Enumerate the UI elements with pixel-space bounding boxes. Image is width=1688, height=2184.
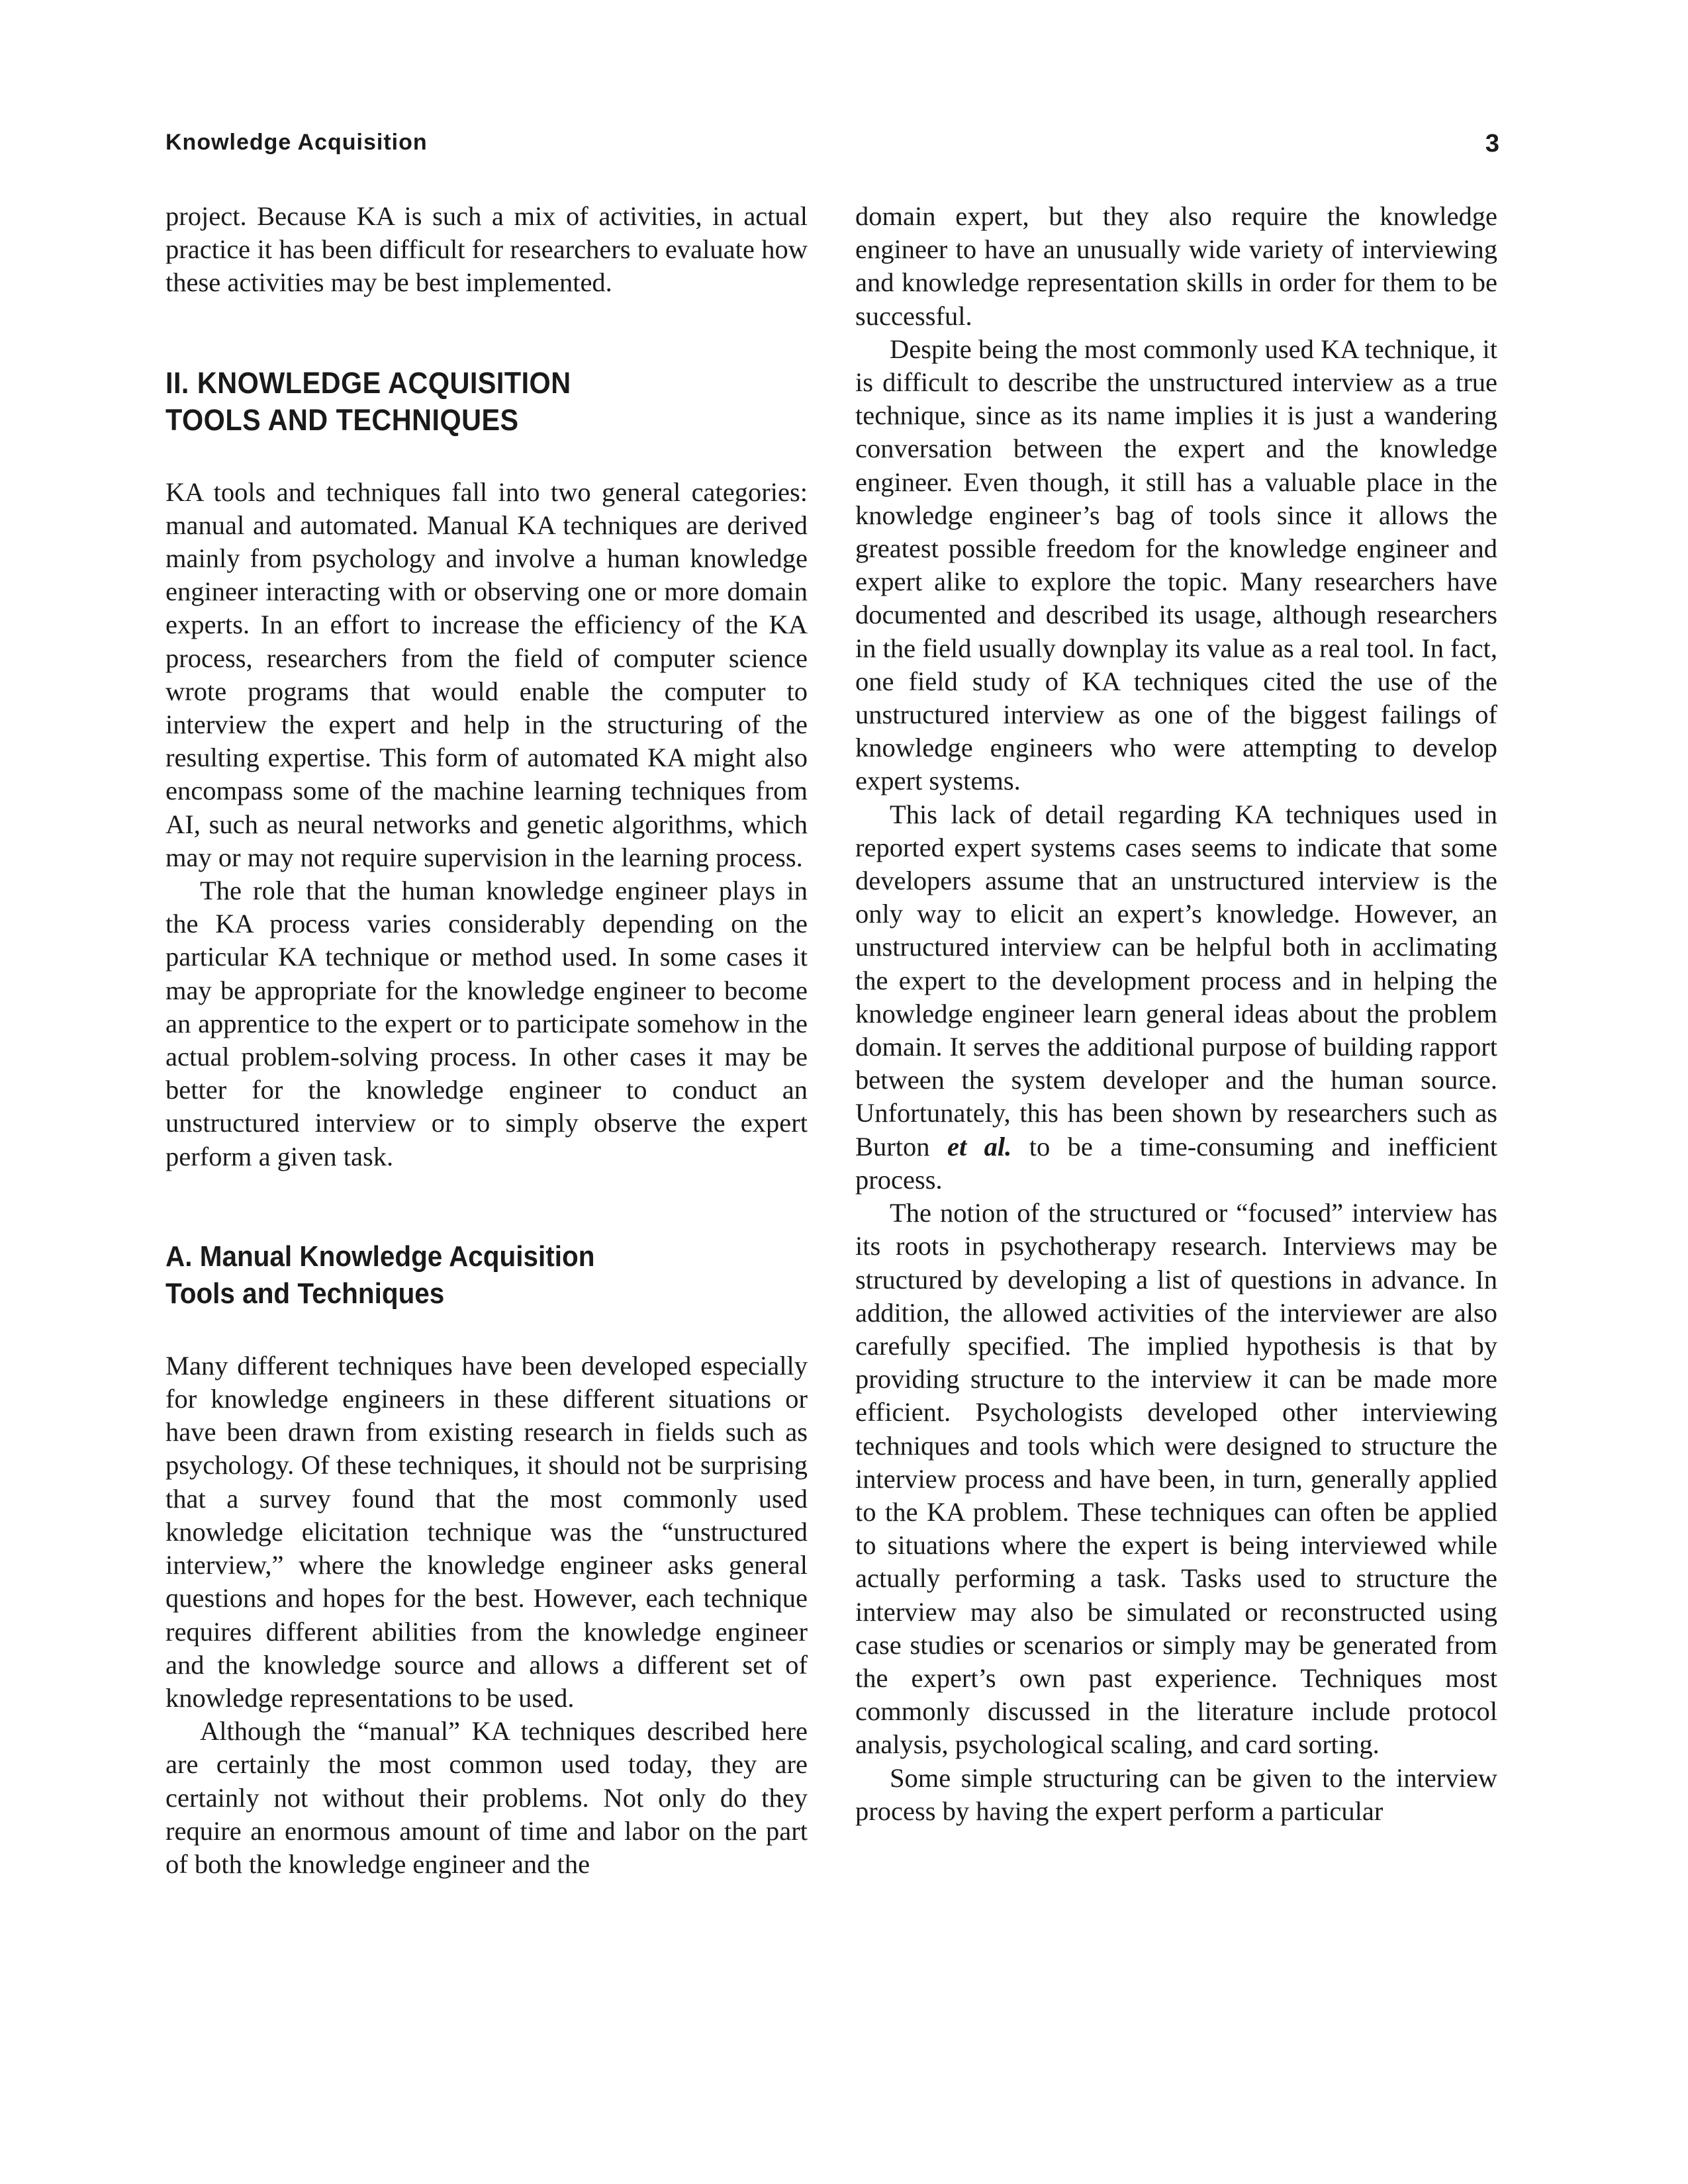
paragraph-continuation: domain expert, but they also require the knowledge engineer to have an unusually wide variety of interviewing and knowledge representation skills in order for them to be successful. [855, 201, 1497, 331]
et-al-citation: et al. [947, 1131, 1012, 1161]
lack-text-after: to be a time-consuming and inefficient process. [855, 1131, 1498, 1195]
paragraph-although: Although the “manual” KA techniques described here are certainly the most common used today, they are certainly not without their problems. Not only do they require an enormous amount of time and labor on the part of both the knowledge engineer and the [165, 1716, 808, 1879]
paragraph-some-simple: Some simple structuring can be given to the interview process by having the expert perform a particular [855, 1762, 1497, 1826]
section-heading-line2: TOOLS AND TECHNIQUES [165, 402, 519, 437]
paragraph-despite: Despite being the most commonly used KA technique, it is difficult to describe the unstructured interview as a true technique, since as its name implies it is just a wandering conversation between the expert and the knowledge engineer. Even though, it still has a valuable place in the knowledge engineer’s bag of tools since it allows the greatest possible freedom for the knowledge engineer and expert alike to explore the topic. Many researchers have documented and described its usage, although researchers in the field usually downplay its value as a real tool. In fact, one field study of KA techniques cited the use of the unstructured interview as one of the biggest failings of knowledge engineers who were attempting to develop expert systems. [855, 334, 1497, 796]
section-heading [165, 365, 756, 439]
page-number: 3 [1485, 130, 1499, 158]
subsection-heading [165, 1238, 756, 1312]
paragraph-lack-of-detail [855, 798, 1497, 1197]
subsection-heading-line2: Tools and Techniques [165, 1277, 445, 1310]
paragraph-many-techniques: Many different techniques have been developed especially for knowledge engineers in these different situations or have been drawn from existing research in fields such as psychology. Of these techniques, it should not be surprising that a survey found that the most commonly used knowledge elicitation technique was the “unstructured interview,” where the knowledge engineer asks general questions and hopes for the best. However, each technique requires different abilities from the knowledge engineer and the knowledge source and allows a different set of knowledge representations to be used. [165, 1350, 808, 1713]
running-head: Knowledge Acquisition [165, 130, 428, 155]
paragraph-notion: The notion of the structured or “focused” interview has its roots in psychotherapy research. Interviews may be structured by developing a list of questions in advance. In addition, the allowed activities of the interviewer are also carefully specified. The implied hypothesis is that by providing structure to the interview it can be made more efficient. Psychologists developed other interviewing techniques and tools which were designed to structure the interview process and have been, in turn, generally applied to the KA problem. These techniques can often be applied to situations where the expert is being interviewed while actually performing a task. Tasks used to structure the interview may also be simulated or reconstructed using case studies or scenarios or simply may be generated from the expert’s own past experience. Techniques most commonly discussed in the literature include protocol analysis, psychological scaling, and card sorting. [855, 1198, 1497, 1760]
right-column [855, 200, 1497, 1828]
paragraph-intro: project. Because KA is such a mix of activities, in actual practice it has been difficult for researchers to evaluate how these activities may be best implemented. [165, 201, 808, 298]
left-column [165, 200, 808, 1881]
subsection-heading-line1: A. Manual Knowledge Acquisition [165, 1240, 595, 1273]
paragraph-tools: KA tools and techniques fall into two general categories: manual and automated. Manual KA techniques are derived mainly from psychology and involve a human knowledge engineer interacting with or observing one or more domain experts. In an effort to increase the efficiency of the KA process, researchers from the field of computer science wrote programs that would enable the computer to interview the expert and help in the structuring of the resulting expertise. This form of automated KA might also encompass some of the machine learning techniques from AI, such as neural networks and genetic algorithms, which may or may not require supervision in the learning process. [165, 477, 808, 872]
section-heading-line1: II. KNOWLEDGE ACQUISITION [165, 365, 571, 400]
lack-text-before: This lack of detail regarding KA techniques used in reported expert systems cases seems to indicate that some developers assume that an unstructured interview is the only way to elicit an expert’s knowledge. However, an unstructured interview can be helpful both in acclimating the expert to the development process and in helping the knowledge engineer learn general ideas about the problem domain. It serves the additional purpose of building rapport between the system developer and the human source. Unfortunately, this has been shown by researchers such as Burton [855, 799, 1497, 1161]
paragraph-role: The role that the human knowledge engineer plays in the KA process varies considerably depending on the particular KA technique or method used. In some cases it may be appropriate for the knowledge engineer to become an apprentice to the expert or to participate somehow in the actual problem-solving process. In other cases it may be better for the knowledge engineer to conduct an unstructured interview or to simply observe the expert perform a given task. [165, 876, 808, 1171]
